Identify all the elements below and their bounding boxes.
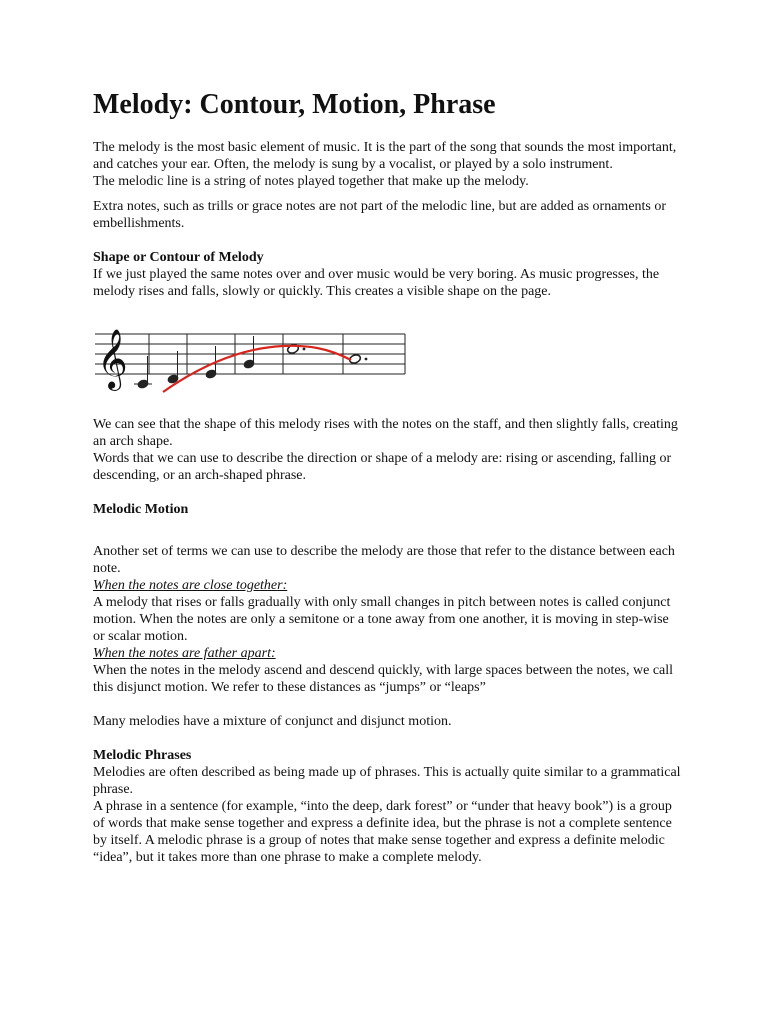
treble-clef-icon: 𝄞 [97, 329, 128, 389]
intro-paragraph-3: Extra notes, such as trills or grace notes are not part of the melodic line, but are added as ornaments or embellishments. [93, 199, 667, 231]
document-page [93, 86, 683, 866]
motion-mixture-text: Many melodies have a mixture of conjunct and disjunct motion. [93, 714, 452, 729]
contour-curve [163, 346, 351, 392]
close-together-text: A melody that rises or falls gradually with only small changes in pitch between notes is called conjunct motion. When the notes are only a semitone or a tone away from one another, it is moving in step-wise or scalar motion. [93, 595, 671, 644]
phrases-heading: Melodic Phrases [93, 748, 192, 763]
farther-apart-text: When the notes in the melody ascend and descend quickly, with large spaces between the notes, we call this disjunct motion. We refer to these distances as “jumps” or “leaps” [93, 663, 674, 695]
staff-lines [95, 334, 405, 374]
close-together-label: When the notes are close together: [93, 578, 288, 593]
motion-heading: Melodic Motion [93, 502, 189, 517]
contour-heading: Shape or Contour of Melody [93, 250, 264, 265]
contour-paragraph-1: If we just played the same notes over and over music would be very boring. As music progresses, the melody rises and falls, slowly or quickly. This creates a visible shape on the page. [93, 267, 660, 299]
phrases-paragraph-2: A phrase in a sentence (for example, “into the deep, dark forest” or “under that heavy book”) is a group of words that make sense together and express a definite idea, but the phrase is not a complete sentence by itself. A melodic phrase is a group of notes that make sense together and express a definite melodic “idea”, but it takes more than one phrase to make a complete melody. [93, 799, 672, 865]
page-title: Melody: Contour, Motion, Phrase [93, 89, 496, 120]
farther-apart-label: When the notes are father apart: [93, 646, 276, 661]
intro-paragraph-2: The melodic line is a string of notes played together that make up the melody. [93, 174, 529, 189]
staff-figure [93, 320, 413, 400]
intro-paragraph-1: The melody is the most basic element of music. It is the part of the song that sounds the most important, and catches your ear. Often, the melody is sung by a vocalist, or played by a solo instrument. [93, 140, 677, 172]
motion-paragraph-1: Another set of terms we can use to describe the melody are those that refer to the distance between each note. [93, 544, 675, 576]
contour-paragraph-2: We can see that the shape of this melody rises with the notes on the staff, and then slightly falls, creating an arch shape. [93, 417, 678, 449]
melody-contour-figure [93, 320, 683, 416]
phrases-paragraph-1: Melodies are often described as being made up of phrases. This is actually quite similar to a grammatical phrase. [93, 765, 681, 797]
contour-paragraph-3: Words that we can use to describe the direction or shape of a melody are: rising or ascending, falling or descending, or an arch-shaped phrase. [93, 451, 672, 483]
